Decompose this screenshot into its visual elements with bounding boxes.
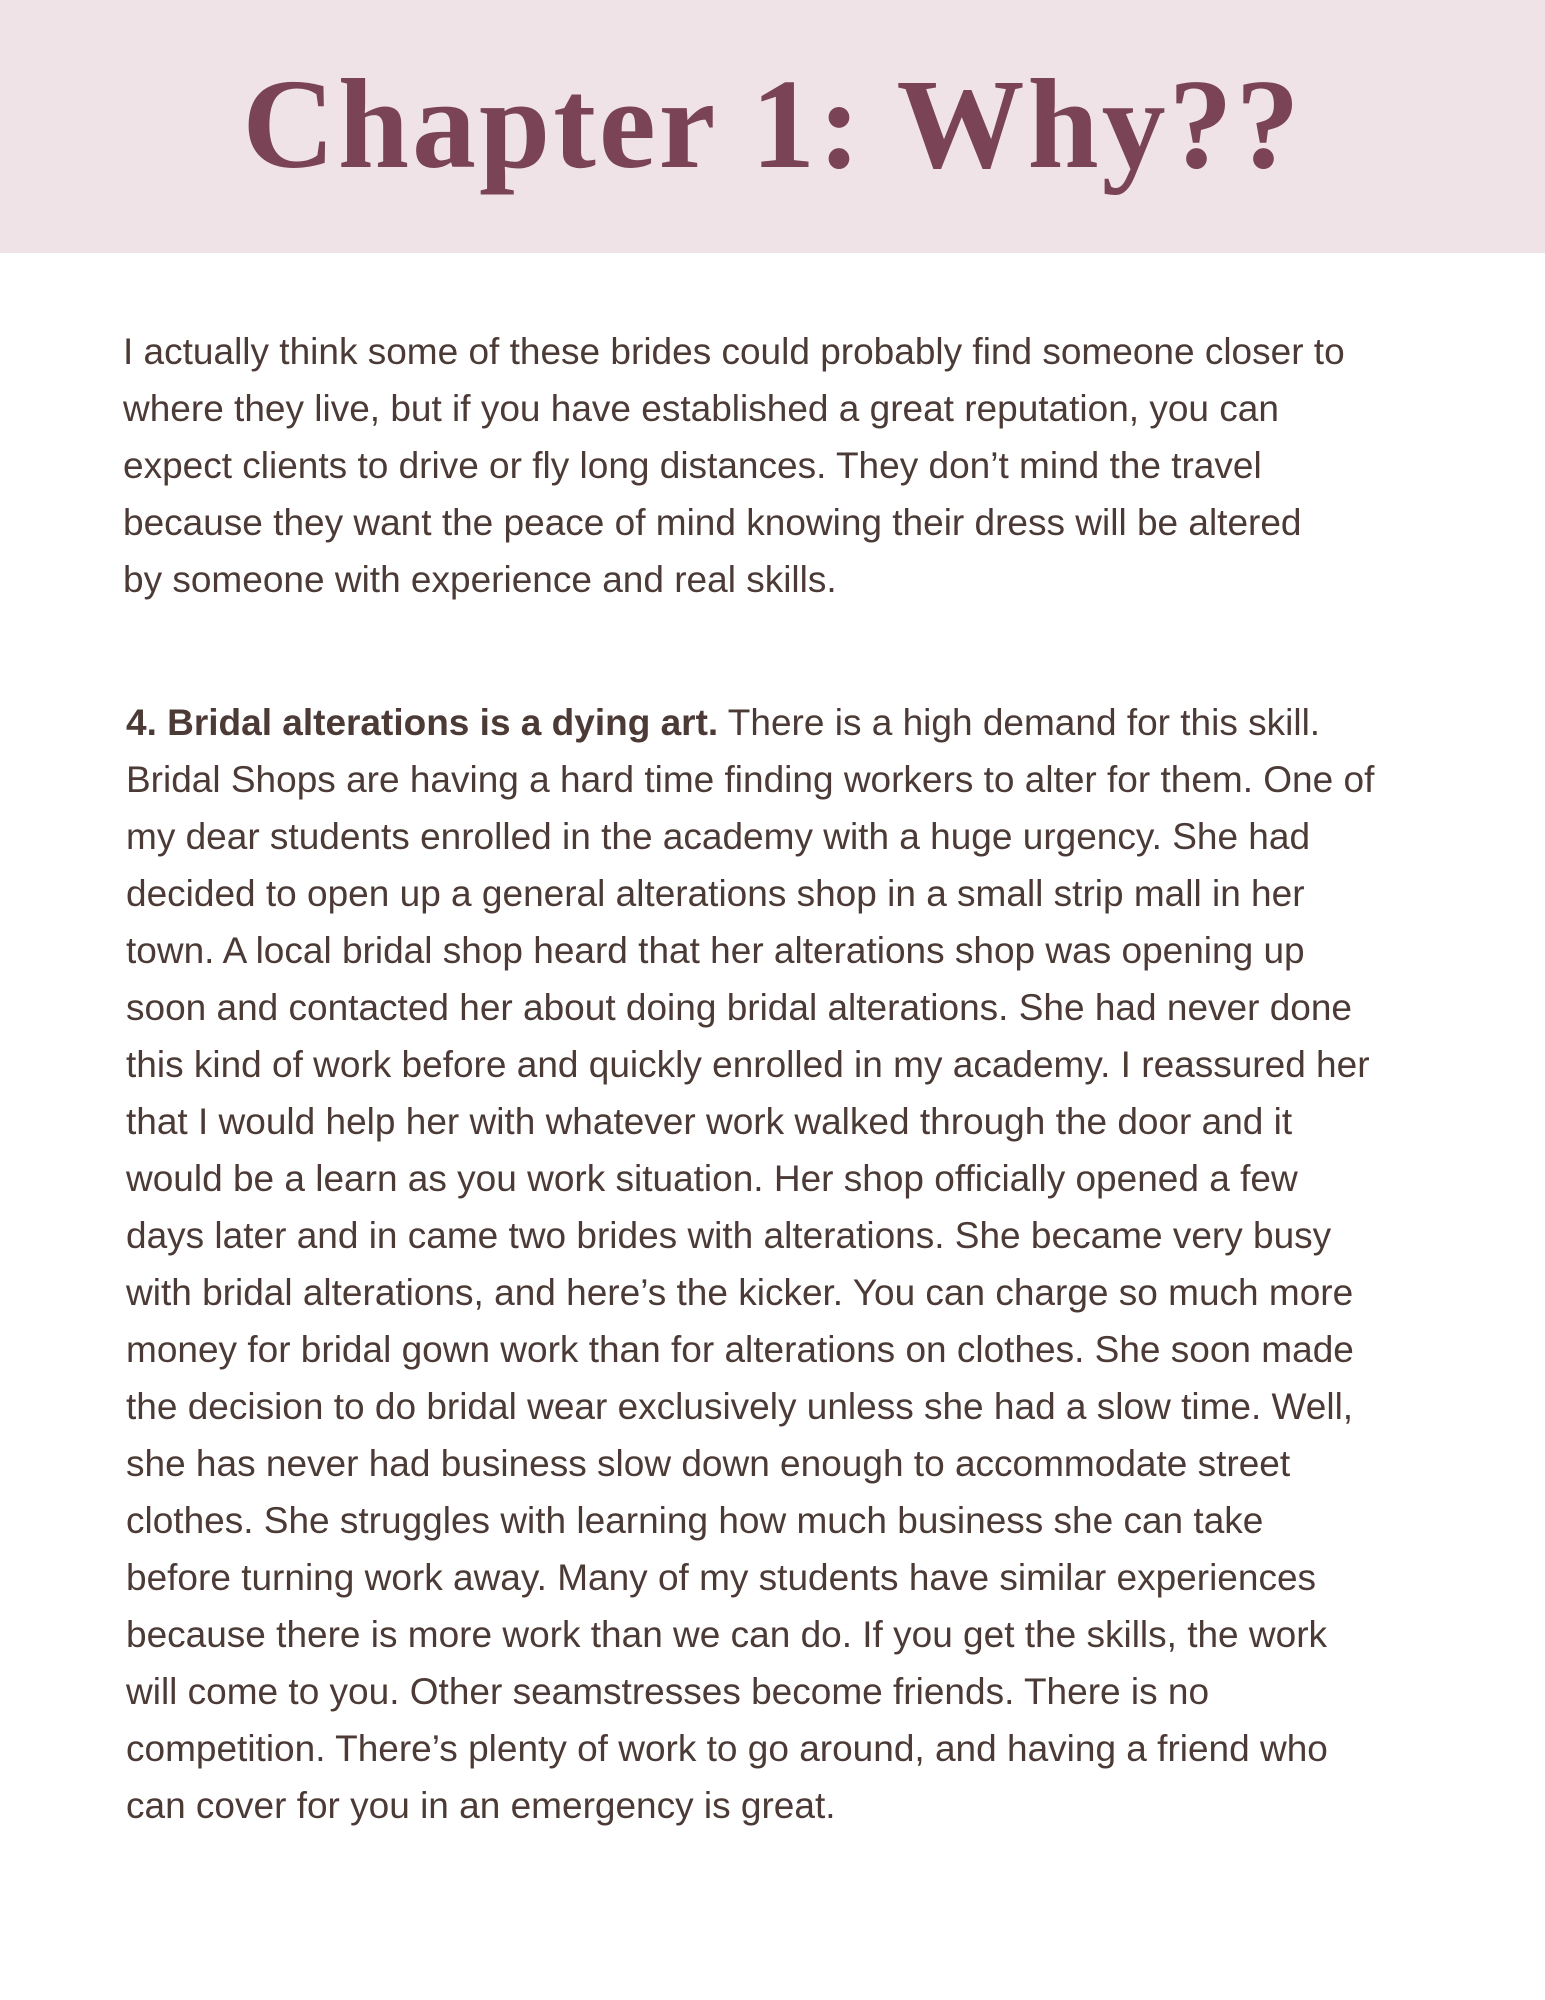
paragraph-line: competition. There’s plenty of work to go around, and having a friend who <box>126 1728 1328 1769</box>
paragraph-line: this kind of work before and quickly enrolled in my academy. I reassured her <box>126 1044 1370 1085</box>
paragraph-line: she has never had business slow down enough to accommodate street <box>126 1443 1291 1484</box>
paragraph-lead-heading: 4. Bridal alterations is a dying art. <box>126 702 719 743</box>
paragraph-line: before turning work away. Many of my students have similar experiences <box>126 1557 1317 1598</box>
page-body <box>123 323 1423 1834</box>
paragraph-intro-line: by someone with experience and real skills. <box>123 559 837 600</box>
paragraph-spacer <box>123 608 1423 694</box>
paragraph-intro-line: because they want the peace of mind knowing their dress will be altered <box>123 502 1302 543</box>
paragraph-dying-art <box>123 694 1423 1834</box>
paragraph-intro-line: expect clients to drive or fly long distances. They don’t mind the travel <box>123 445 1262 486</box>
paragraph-line: There is a high demand for this skill. <box>718 702 1321 743</box>
paragraph-line: would be a learn as you work situation. Her shop officially opened a few <box>126 1158 1298 1199</box>
paragraph-line: town. A local bridal shop heard that her alterations shop was opening up <box>126 930 1305 971</box>
chapter-title: Chapter 1: Why?? <box>242 53 1303 195</box>
paragraph-line: my dear students enrolled in the academy with a huge urgency. She had <box>126 816 1311 857</box>
paragraph-line: soon and contacted her about doing bridal alterations. She had never done <box>126 987 1353 1028</box>
paragraph-intro-line: I actually think some of these brides could probably find someone closer to <box>123 331 1345 372</box>
paragraph-line: can cover for you in an emergency is great. <box>126 1785 836 1826</box>
paragraph-intro-line: where they live, but if you have established a great reputation, you can <box>123 388 1279 429</box>
paragraph-line: clothes. She struggles with learning how much business she can take <box>126 1500 1264 1541</box>
paragraph-intro <box>123 323 1423 608</box>
paragraph-line: with bridal alterations, and here’s the kicker. You can charge so much more <box>126 1272 1354 1313</box>
paragraph-line: decided to open up a general alterations shop in a small strip mall in her <box>126 873 1305 914</box>
paragraph-line: that I would help her with whatever work walked through the door and it <box>126 1101 1293 1142</box>
paragraph-line: Bridal Shops are having a hard time finding workers to alter for them. One of <box>126 759 1375 800</box>
chapter-header-band <box>0 0 1545 253</box>
paragraph-line: money for bridal gown work than for alterations on clothes. She soon made <box>126 1329 1354 1370</box>
paragraph-line: the decision to do bridal wear exclusively unless she had a slow time. Well, <box>126 1386 1354 1427</box>
paragraph-line: will come to you. Other seamstresses become friends. There is no <box>126 1671 1210 1712</box>
paragraph-line: days later and in came two brides with alterations. She became very busy <box>126 1215 1332 1256</box>
paragraph-line: because there is more work than we can do. If you get the skills, the work <box>126 1614 1328 1655</box>
